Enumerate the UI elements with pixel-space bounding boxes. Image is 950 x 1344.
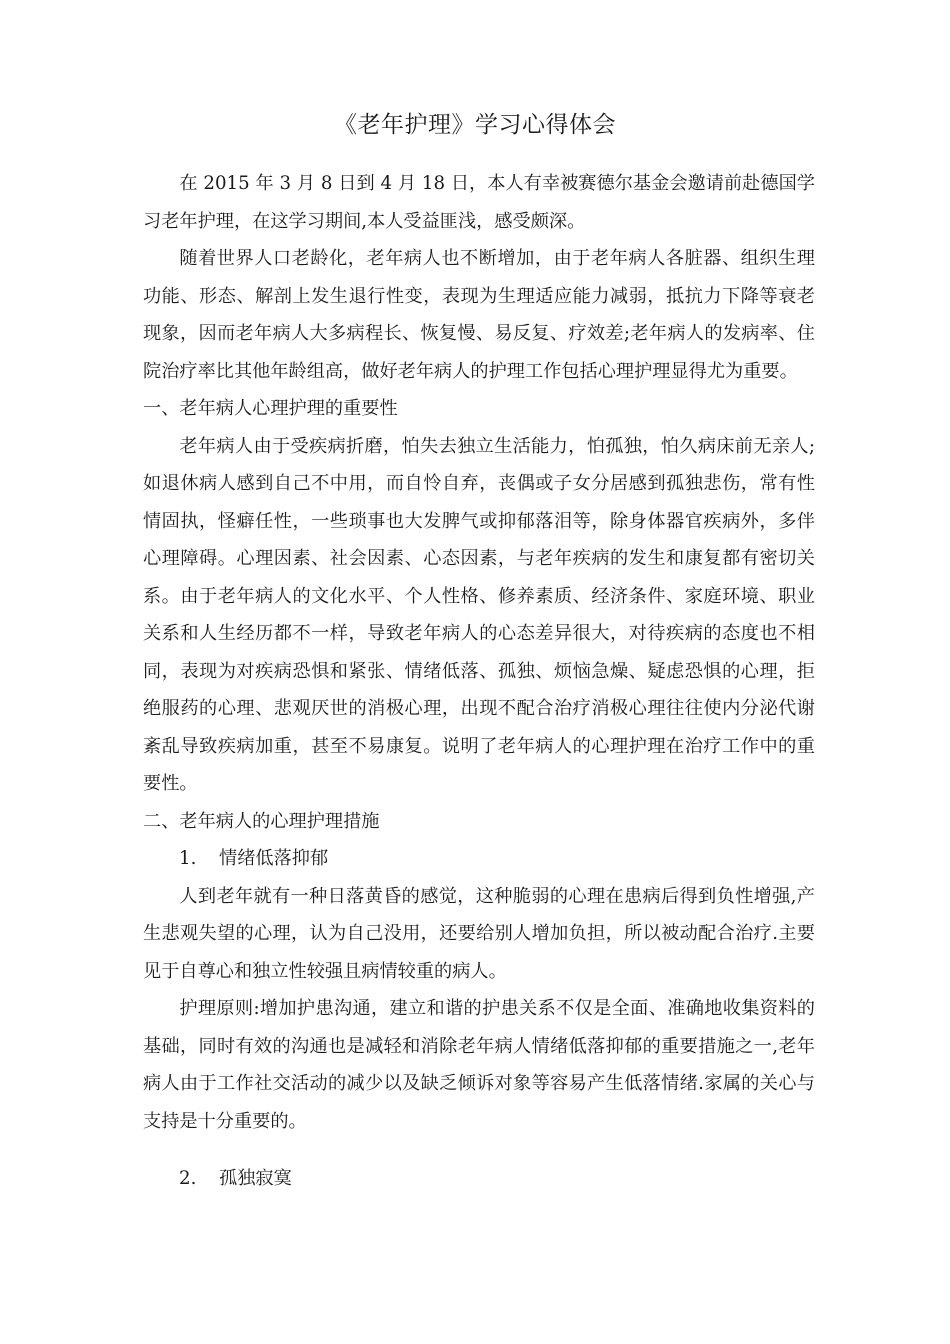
- paragraph-importance: 老年病人由于受疾病折磨，怕失去独立生活能力，怕孤独，怕久病床前无亲人;如退休病人感到自己不中用，而自怜自弃，丧偶或子女分居感到孤独悲伤，常有性情固执，怪癖任性，一些琐事也大发脾气或抑郁落泪等，除身体器官疾病外，多伴心理障碍。心理因素、社会因素、心态因素，与老年疾病的发生和康复都有密切关系。由于老年病人的文化水平、个人性格、修养素质、经济条件、家庭环境、职业关系和人生经历都不一样，导致老年病人的心态差异很大，对待疾病的态度也不相同，表现为对疾病恐惧和紧张、情绪低落、孤独、烦恼急燥、疑虑恐惧的心理，拒绝服药的心理、悲观厌世的消极心理，出现不配合治疗消极心理往往使内分泌代谢紊乱导致疾病加重，甚至不易康复。说明了老年病人的心理护理在治疗工作中的重要性。: [143, 435, 815, 794]
- list-item-2: [143, 1160, 815, 1198]
- list-item-number: 1.: [179, 848, 197, 869]
- document-title: 《老年护理》学习心得体会: [334, 112, 616, 138]
- section-heading-1: 一、老年病人心理护理的重要性: [143, 398, 398, 419]
- document-body: [143, 165, 815, 1198]
- paragraph-intro: 在 2015 年 3 月 8 日到 4 月 18 日，本人有幸被赛德尔基金会邀请前赴德国学习老年护理，在这学习期间,本人受益匪浅，感受颇深。: [143, 173, 815, 232]
- list-item-1: [143, 840, 815, 878]
- list-item-number: 2.: [179, 1168, 197, 1189]
- section-heading-2: 二、老年病人的心理护理措施: [143, 810, 380, 832]
- paragraph-background: 随着世界人口老龄化，老年病人也不断增加，由于老年病人各脏器、组织生理功能、形态、解剖上发生退行性变，表现为生理适应能力减弱，抵抗力下降等衰老现象，因而老年病人大多病程长、恢复慢、易反复、疗效差;老年病人的发病率、住院治疗率比其他年龄组高，做好老年病人的护理工作包括心理护理显得尤为重要。: [143, 248, 815, 382]
- list-item-label: 情绪低落抑郁: [219, 848, 329, 869]
- list-item-label: 孤独寂寞: [219, 1168, 292, 1189]
- paragraph-nursing-principle: 护理原则:增加护患沟通，建立和谐的护患关系不仅是全面、准确地收集资料的基础，同时有效的沟通也是减轻和消除老年病人情绪低落抑郁的重要措施之一,老年病人由于工作社交活动的减少以及缺乏倾诉对象等容易产生低落情绪.家属的关心与支持是十分重要的。: [143, 998, 815, 1132]
- paragraph-spacer: [143, 1140, 815, 1160]
- paragraph-depression: 人到老年就有一种日落黄昏的感觉，这种脆弱的心理在患病后得到负性增强,产生悲观失望的心理，认为自己没用，还要给别人增加负担，所以被动配合治疗.主要见于自尊心和独立性较强且病情较重的病人。: [143, 885, 815, 982]
